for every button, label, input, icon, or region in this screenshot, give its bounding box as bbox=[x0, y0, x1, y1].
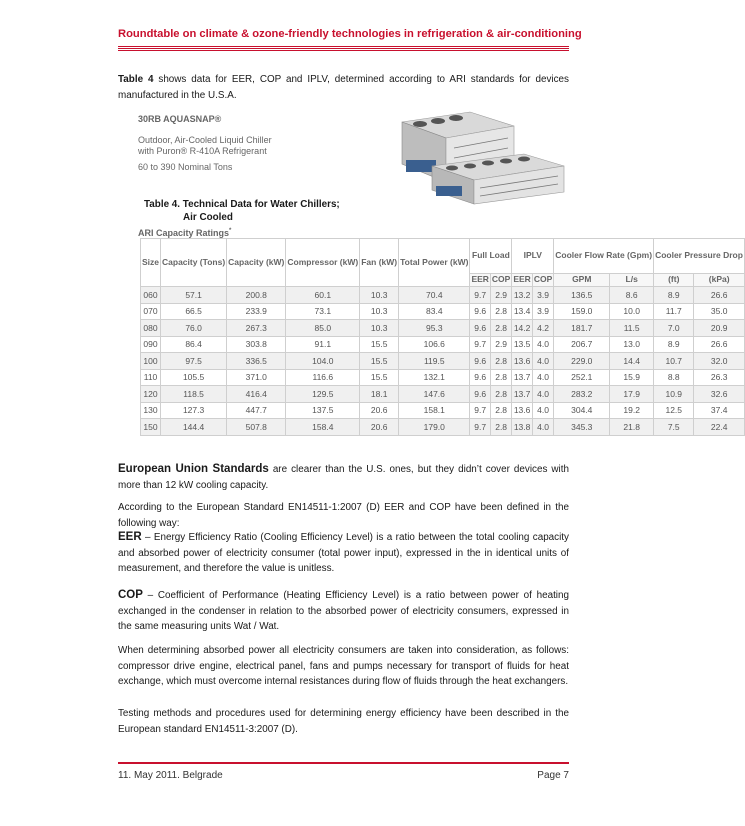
table-cell: 13.2 bbox=[512, 287, 532, 304]
ratings-title-text: ARI Capacity Ratings bbox=[138, 228, 230, 238]
table-cell: 76.0 bbox=[161, 320, 227, 337]
product-name: 30RB AQUASNAP® bbox=[138, 114, 222, 124]
table-cell: 3.9 bbox=[532, 287, 553, 304]
table-cell: 233.9 bbox=[227, 303, 286, 320]
table-cell: 97.5 bbox=[161, 353, 227, 370]
table-cell: 2.8 bbox=[490, 419, 511, 436]
subheader-cell: COP bbox=[532, 274, 553, 287]
table-row bbox=[141, 419, 745, 436]
table-cell: 447.7 bbox=[227, 402, 286, 419]
table-cell: 20.9 bbox=[694, 320, 745, 337]
ratings-footnote-mark: * bbox=[229, 228, 232, 234]
table-row bbox=[141, 386, 745, 403]
table-cell: 2.9 bbox=[490, 336, 511, 353]
table-cell: 26.6 bbox=[694, 287, 745, 304]
header-fan: Fan (kW) bbox=[360, 239, 399, 287]
table-cell: 4.0 bbox=[532, 336, 553, 353]
header-full-load: Full Load bbox=[470, 239, 512, 274]
table-cell: 158.4 bbox=[286, 419, 360, 436]
table-cell: 13.5 bbox=[512, 336, 532, 353]
table-caption-line2: Air Cooled bbox=[183, 212, 233, 223]
table-cell: 283.2 bbox=[554, 386, 610, 403]
capacity-ratings-table bbox=[140, 238, 745, 436]
table-cell: 13.7 bbox=[512, 386, 532, 403]
table-cell: 159.0 bbox=[554, 303, 610, 320]
table-cell: 26.6 bbox=[694, 336, 745, 353]
table-cell: 206.7 bbox=[554, 336, 610, 353]
table-cell: 2.8 bbox=[490, 386, 511, 403]
table-cell: 4.0 bbox=[532, 353, 553, 370]
table-cell: 70.4 bbox=[399, 287, 470, 304]
subheader-cell: EER bbox=[512, 274, 532, 287]
header-iplv: IPLV bbox=[512, 239, 554, 274]
table-cell: 37.4 bbox=[694, 402, 745, 419]
footer-rule bbox=[118, 762, 569, 764]
table-cell: 15.9 bbox=[610, 369, 654, 386]
cop-lead: COP bbox=[118, 589, 143, 601]
table-cell: 304.4 bbox=[554, 402, 610, 419]
table-cell: 144.4 bbox=[161, 419, 227, 436]
table-cell: 303.8 bbox=[227, 336, 286, 353]
table-cell: 9.6 bbox=[470, 353, 490, 370]
subheader-cell: L/s bbox=[610, 274, 654, 287]
table-cell: 15.5 bbox=[360, 336, 399, 353]
table-cell: 2.8 bbox=[490, 303, 511, 320]
table-cell: 95.3 bbox=[399, 320, 470, 337]
table-cell: 10.3 bbox=[360, 320, 399, 337]
page-header-title: Roundtable on climate & ozone-friendly technologies in refrigeration & air-conditioning bbox=[118, 28, 582, 40]
subheader-cell: (ft) bbox=[654, 274, 694, 287]
table-cell: 129.5 bbox=[286, 386, 360, 403]
table-cell: 120 bbox=[141, 386, 161, 403]
table-row bbox=[141, 402, 745, 419]
table-row bbox=[141, 303, 745, 320]
header-cooler-drop: Cooler Pressure Drop bbox=[654, 239, 745, 274]
table-cell: 130 bbox=[141, 402, 161, 419]
header-capacity-kw: Capacity (kW) bbox=[227, 239, 286, 287]
table-cell: 7.0 bbox=[654, 320, 694, 337]
header-total-power: Total Power (kW) bbox=[399, 239, 470, 287]
table-cell: 070 bbox=[141, 303, 161, 320]
table-cell: 345.3 bbox=[554, 419, 610, 436]
header-double-rule bbox=[118, 44, 569, 54]
product-tonnage: 60 to 390 Nominal Tons bbox=[138, 162, 233, 172]
table-cell: 181.7 bbox=[554, 320, 610, 337]
table-row bbox=[141, 336, 745, 353]
table-cell: 252.1 bbox=[554, 369, 610, 386]
table-cell: 080 bbox=[141, 320, 161, 337]
table-cell: 13.4 bbox=[512, 303, 532, 320]
table-cell: 11.7 bbox=[654, 303, 694, 320]
table-cell: 150 bbox=[141, 419, 161, 436]
testing-methods-paragraph: Testing methods and procedures used for determining energy efficiency have been described in the European standard EN14511-3:2007 (D). bbox=[118, 708, 569, 735]
table-cell: 9.6 bbox=[470, 369, 490, 386]
table-row bbox=[141, 369, 745, 386]
table-cell: 8.9 bbox=[654, 336, 694, 353]
table-cell: 8.8 bbox=[654, 369, 694, 386]
table-cell: 66.5 bbox=[161, 303, 227, 320]
table-cell: 26.3 bbox=[694, 369, 745, 386]
table-cell: 127.3 bbox=[161, 402, 227, 419]
table-cell: 416.4 bbox=[227, 386, 286, 403]
standard-paragraph: According to the European Standard EN14511-1:2007 (D) EER and COP have been defined in the following way: bbox=[118, 502, 569, 529]
table-cell: 32.0 bbox=[694, 353, 745, 370]
table-cell: 13.8 bbox=[512, 419, 532, 436]
table-cell: 21.8 bbox=[610, 419, 654, 436]
table-cell: 32.6 bbox=[694, 386, 745, 403]
table-cell: 179.0 bbox=[399, 419, 470, 436]
table-cell: 4.0 bbox=[532, 419, 553, 436]
table-cell: 4.2 bbox=[532, 320, 553, 337]
table-cell: 229.0 bbox=[554, 353, 610, 370]
table-cell: 18.1 bbox=[360, 386, 399, 403]
table-cell: 132.1 bbox=[399, 369, 470, 386]
eer-lead: EER bbox=[118, 531, 142, 543]
table-cell: 2.9 bbox=[490, 287, 511, 304]
table-cell: 106.6 bbox=[399, 336, 470, 353]
table-cell: 200.8 bbox=[227, 287, 286, 304]
table-cell: 4.0 bbox=[532, 369, 553, 386]
table-cell: 336.5 bbox=[227, 353, 286, 370]
table-cell: 507.8 bbox=[227, 419, 286, 436]
cop-paragraph bbox=[118, 588, 569, 635]
cop-text: – Coefficient of Performance (Heating Efficiency Level) is a ratio between power of heating exchanged in the condenser in relation to the absorbed power of electricity consumers, expressed in the same measuring units Wat / Wat. bbox=[118, 590, 569, 633]
table-cell: 158.1 bbox=[399, 402, 470, 419]
subheader-cell: EER bbox=[470, 274, 490, 287]
eer-text: – Energy Efficiency Ratio (Cooling Efficiency Level) is a ratio between the total cooling capacity and absorbed power of electricity consumer (total power input), expressed in the in identical units of measurement, and therefore the value is unitless. bbox=[118, 532, 569, 575]
table-cell: 13.7 bbox=[512, 369, 532, 386]
table-cell: 4.0 bbox=[532, 386, 553, 403]
table-cell: 147.6 bbox=[399, 386, 470, 403]
table-cell: 60.1 bbox=[286, 287, 360, 304]
table-cell: 10.9 bbox=[654, 386, 694, 403]
table-cell: 17.9 bbox=[610, 386, 654, 403]
table-cell: 15.5 bbox=[360, 353, 399, 370]
table-cell: 91.1 bbox=[286, 336, 360, 353]
table-caption-line1: Table 4. Technical Data for Water Chillers; bbox=[144, 199, 340, 210]
table-cell: 9.6 bbox=[470, 320, 490, 337]
table-cell: 2.8 bbox=[490, 402, 511, 419]
table-cell: 090 bbox=[141, 336, 161, 353]
table-cell: 9.7 bbox=[470, 336, 490, 353]
eu-lead: European Union Standards bbox=[118, 463, 269, 475]
table-cell: 13.6 bbox=[512, 402, 532, 419]
table-cell: 86.4 bbox=[161, 336, 227, 353]
eer-paragraph bbox=[118, 530, 569, 577]
table-cell: 9.7 bbox=[470, 402, 490, 419]
table-cell: 3.9 bbox=[532, 303, 553, 320]
table-cell: 110 bbox=[141, 369, 161, 386]
product-desc-line2: with Puron® R-410A Refrigerant bbox=[138, 146, 267, 156]
table-cell: 4.0 bbox=[532, 402, 553, 419]
table-cell: 10.3 bbox=[360, 287, 399, 304]
ratings-title bbox=[138, 228, 231, 238]
intro-lead: Table 4 bbox=[118, 74, 154, 85]
table-cell: 83.4 bbox=[399, 303, 470, 320]
table-cell: 8.9 bbox=[654, 287, 694, 304]
table-cell: 116.6 bbox=[286, 369, 360, 386]
table-cell: 137.5 bbox=[286, 402, 360, 419]
table-cell: 14.4 bbox=[610, 353, 654, 370]
table-cell: 060 bbox=[141, 287, 161, 304]
header-cooler-flow: Cooler Flow Rate (Gpm) bbox=[554, 239, 654, 274]
intro-text: shows data for EER, COP and IPLV, determined according to ARI standards for devices manufactured in the U.S.A. bbox=[118, 74, 569, 101]
table-cell: 10.3 bbox=[360, 303, 399, 320]
table-cell: 14.2 bbox=[512, 320, 532, 337]
table-cell: 11.5 bbox=[610, 320, 654, 337]
table-cell: 10.7 bbox=[654, 353, 694, 370]
header-capacity-tons: Capacity (Tons) bbox=[161, 239, 227, 287]
table-cell: 2.8 bbox=[490, 353, 511, 370]
table-cell: 104.0 bbox=[286, 353, 360, 370]
table-cell: 7.5 bbox=[654, 419, 694, 436]
table-cell: 35.0 bbox=[694, 303, 745, 320]
table-cell: 22.4 bbox=[694, 419, 745, 436]
table-cell: 2.8 bbox=[490, 369, 511, 386]
eu-text: are clearer than the U.S. ones, but they didn’t cover devices with more than 12 kW cooling capacity. bbox=[118, 464, 569, 491]
table-cell: 119.5 bbox=[399, 353, 470, 370]
table-cell: 8.6 bbox=[610, 287, 654, 304]
table-cell: 19.2 bbox=[610, 402, 654, 419]
table-cell: 371.0 bbox=[227, 369, 286, 386]
table-caption bbox=[144, 198, 340, 224]
subheader-cell: GPM bbox=[554, 274, 610, 287]
table-cell: 20.6 bbox=[360, 419, 399, 436]
product-description bbox=[138, 135, 338, 157]
table-cell: 136.5 bbox=[554, 287, 610, 304]
eu-standards-paragraph bbox=[118, 462, 569, 493]
header-compressor: Compressor (kW) bbox=[286, 239, 360, 287]
table-row bbox=[141, 353, 745, 370]
table-cell: 105.5 bbox=[161, 369, 227, 386]
table-body bbox=[141, 287, 745, 436]
table-cell: 13.0 bbox=[610, 336, 654, 353]
table-cell: 13.6 bbox=[512, 353, 532, 370]
table-cell: 20.6 bbox=[360, 402, 399, 419]
product-desc-line1: Outdoor, Air-Cooled Liquid Chiller bbox=[138, 135, 272, 145]
table-cell: 9.7 bbox=[470, 287, 490, 304]
footer-page-number: Page 7 bbox=[537, 770, 569, 781]
table-cell: 267.3 bbox=[227, 320, 286, 337]
absorbed-power-paragraph: When determining absorbed power all electricity consumers are taken into consideration, as follows: compressor drive engine, electrical panel, fans and pumps necessary for transport of fluids for heat exchange, which must overcome internal resistances during flow of fluids through the heat exchangers. bbox=[118, 645, 569, 688]
table-row bbox=[141, 287, 745, 304]
table-cell: 9.6 bbox=[470, 303, 490, 320]
table-cell: 10.0 bbox=[610, 303, 654, 320]
table-cell: 9.7 bbox=[470, 419, 490, 436]
table-cell: 9.6 bbox=[470, 386, 490, 403]
table-cell: 57.1 bbox=[161, 287, 227, 304]
subheader-cell: (kPa) bbox=[694, 274, 745, 287]
table-cell: 12.5 bbox=[654, 402, 694, 419]
table-cell: 118.5 bbox=[161, 386, 227, 403]
table-cell: 73.1 bbox=[286, 303, 360, 320]
table-row bbox=[141, 320, 745, 337]
table-cell: 15.5 bbox=[360, 369, 399, 386]
table-cell: 85.0 bbox=[286, 320, 360, 337]
header-size: Size bbox=[141, 239, 161, 287]
footer-date: 11. May 2011. Belgrade bbox=[118, 770, 223, 781]
table-cell: 2.8 bbox=[490, 320, 511, 337]
intro-paragraph bbox=[118, 72, 569, 103]
subheader-cell: COP bbox=[490, 274, 511, 287]
table-cell: 100 bbox=[141, 353, 161, 370]
